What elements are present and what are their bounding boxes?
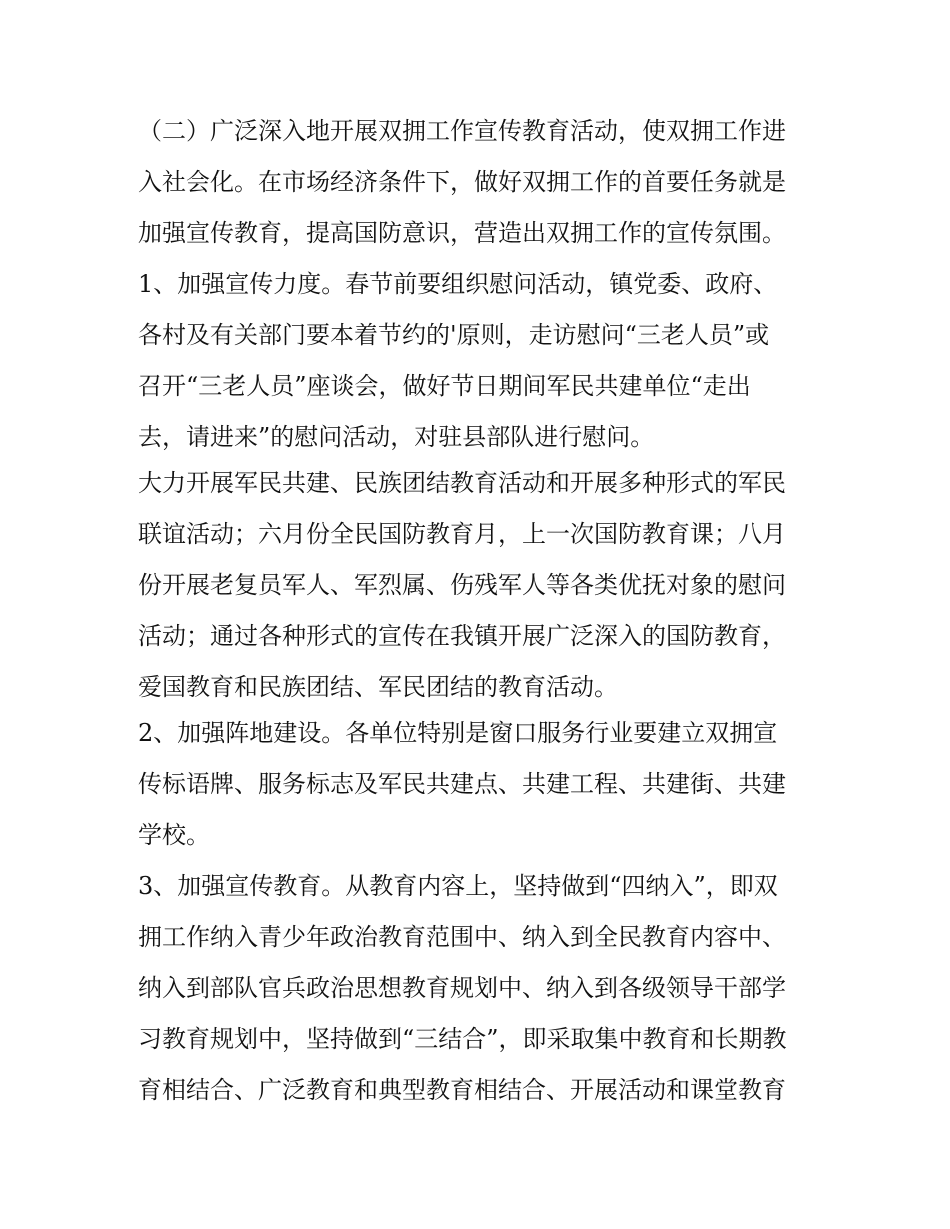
text-line: 1、加强宣传力度。春节前要组织慰问活动，镇党委、政府、 — [138, 270, 778, 298]
text-line: 活动；通过各种形式的宣传在我镇开展广泛深入的国防教育， — [138, 622, 786, 650]
text-line: 育相结合、广泛教育和典型教育相结合、开展活动和课堂教育 — [138, 1076, 786, 1104]
text-line: 3、加强宣传教育。从教育内容上，坚持做到“四纳入”，即双 — [138, 872, 778, 900]
text-line: 加强宣传教育，提高国防意识，营造出双拥工作的宣传氛围。 — [138, 219, 786, 247]
text-line: 传标语牌、服务标志及军民共建点、共建工程、共建街、共建 — [138, 770, 786, 798]
text-line: 2、加强阵地建设。各单位特别是窗口服务行业要建立双拥宣 — [138, 719, 778, 747]
body-text — [138, 112, 828, 1122]
text-line: 召开“三老人员”座谈会，做好节日期间军民共建单位“走出 — [138, 372, 751, 400]
text-line: 各村及有关部门要本着节约的'原则，走访慰问“三老人员”或 — [138, 321, 770, 349]
text-line: 习教育规划中，坚持做到“三结合”，即采取集中教育和长期教 — [138, 1025, 787, 1053]
text-line: 学校。 — [138, 821, 210, 849]
text-line: （二）广泛深入地开展双拥工作宣传教育活动，使双拥工作进 — [138, 117, 786, 145]
text-line: 去，请进来”的慰问活动，对驻县部队进行慰问。 — [138, 423, 655, 451]
text-line: 入社会化。在市场经济条件下，做好双拥工作的首要任务就是 — [138, 168, 786, 196]
text-line: 纳入到部队官兵政治思想教育规划中、纳入到各级领导干部学 — [138, 974, 786, 1002]
text-line: 爱国教育和民族团结、军民团结的教育活动。 — [138, 673, 618, 701]
text-line: 份开展老复员军人、军烈属、伤残军人等各类优抚对象的慰问 — [138, 571, 786, 599]
text-line: 拥工作纳入青少年政治教育范围中、纳入到全民教育内容中、 — [138, 923, 786, 951]
text-line: 联谊活动；六月份全民国防教育月，上一次国防教育课；八月 — [138, 520, 786, 548]
text-line: 大力开展军民共建、民族团结教育活动和开展多种形式的军民 — [138, 469, 786, 497]
